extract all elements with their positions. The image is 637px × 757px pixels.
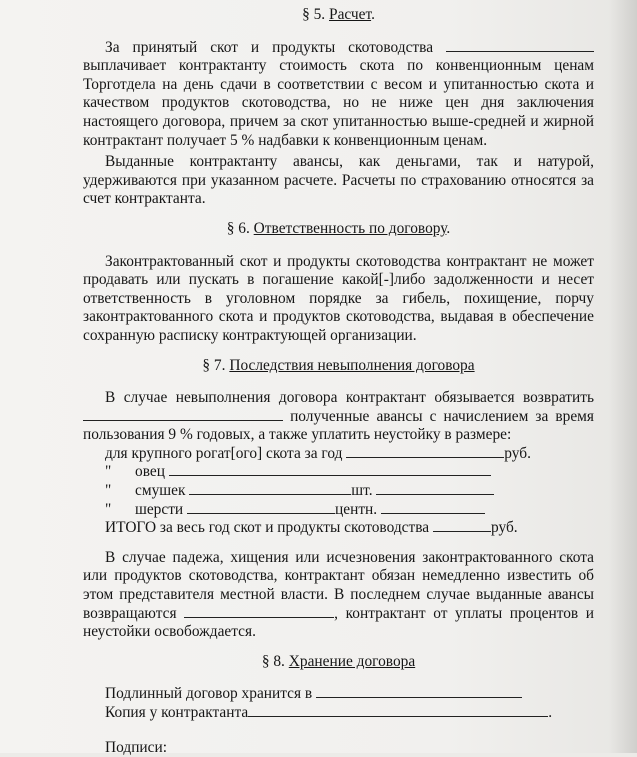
blank-field [187, 501, 335, 514]
total-label: ИТОГО за весь год скот и продукты скотоводства [105, 519, 430, 537]
unit-centn: центн. [335, 500, 378, 518]
blank-field [169, 463, 491, 476]
document-body [83, 6, 594, 757]
blank-field [248, 704, 548, 717]
penalty-row-wool [83, 501, 594, 520]
blank-field [381, 501, 485, 514]
signatures-label: Подписи: [105, 738, 168, 756]
penalty-row-total [83, 519, 594, 538]
section-5-title: Расчет [329, 6, 372, 23]
penalty-row-lambskins [83, 482, 594, 501]
row-label: Подлинный договор хранится в [105, 685, 313, 703]
section-5-number: § 5. [302, 6, 326, 23]
section-6-number: § 6. [226, 219, 250, 237]
section-7-number: § 7. [202, 356, 226, 374]
blank-field [376, 482, 494, 495]
section-5-paragraph-2: Выданные контрактанту авансы, как деньгами, так и натурой, удерживаются при указанном расчете. Расчеты по страхованию относятся за счет контрактанта. [83, 153, 594, 208]
section-6-title: Ответственность по договору [253, 219, 447, 237]
row-label: смушек [135, 482, 186, 500]
section-7-p1-rest: полученные авансы с начислением за время пользования 9 % годовых, а также уплатить неустойку в размере: [83, 407, 594, 444]
unit-rub: руб. [490, 519, 518, 537]
section-8-title: Хранение договора [288, 652, 416, 670]
section-7-title: Последствия невыполнения договора [229, 356, 475, 374]
row-label: Копия у контрактанта [105, 704, 249, 721]
blank-field [446, 39, 594, 52]
section-5-p1-rest: выплачивает контрактанту стоимость скота по конвенционным ценам Торготдела на день сдачи в соответствии с весом и упитанностью скота и качеством продуктов скотоводства, но не ниже цен дня заключения настоящего договора, причем за скот упитанностью выше-средней и жирной контрактант получает 5 % надбавки к конвенционным ценам. [83, 57, 594, 149]
row-label: для крупного рогат[ого] скота за год [105, 444, 343, 462]
blank-field [433, 519, 491, 532]
blank-field [83, 408, 283, 421]
blank-field [184, 605, 334, 618]
section-5-p1-start: За принятый скот и продукты скотоводства [105, 38, 434, 56]
penalty-row-sheep [83, 463, 594, 482]
section-8-heading [83, 653, 594, 672]
section-7-paragraph-1 [83, 389, 594, 445]
section-5-paragraph-1 [83, 39, 594, 151]
section-7-p1-start: В случае невыполнения договора контрактант обязывается возвратить [105, 389, 594, 407]
section-8-number: § 8. [261, 652, 285, 670]
penalty-row-cattle [83, 445, 594, 464]
blank-field [189, 482, 351, 495]
row-label: шерсти [135, 500, 184, 518]
ditto-mark: " [105, 463, 112, 481]
unit-sht: шт. [351, 482, 373, 500]
section-6-heading: § 6. Ответственность по договору. [226, 219, 451, 237]
row-label: овец [135, 463, 165, 481]
unit-rub: руб. [504, 444, 531, 462]
section-7-p2-start: В случае падежа, хищения или исчезновения законтрактованного скота или продуктов скотоводства, контрактант обязан немедленно известить об этом представителя местной власти. В последнем случае выданные авансы возвращаются [83, 548, 594, 622]
ditto-mark: " [105, 482, 112, 500]
section-7-p2-rest: контрактант от уплаты процентов и неустойки освобождается. [83, 604, 595, 641]
storage-line-original [83, 685, 594, 704]
section-7-paragraph-2: В случае падежа, хищения или исчезновения законтрактованного скота или продуктов скотоводства, контрактант обязан немедленно известить об этом представителя местной власти. В последнем случае выданные авансы возвращаются , контрактант от уплаты процентов и неустойки освобождается. [83, 548, 595, 641]
section-6-paragraph-1: Законтрактованный скот и продукты скотоводства контрактант не может продавать или пускать в погашение какой[-]либо задолженности и несет ответственность в уголовном порядке за гибель, похищение, порчу законтрактованного скота и продуктов скотоводства, выдавая в обеспечение сохранную расписку контрактующей организации. [83, 252, 594, 344]
section-7-heading [83, 357, 594, 376]
storage-line-copy: Копия у контрактанта . [105, 704, 553, 721]
blank-field [316, 685, 522, 698]
page-edge-shadow [609, 0, 637, 753]
blank-field [346, 445, 504, 458]
section-5-heading: § 5. Расчет. [302, 6, 375, 23]
ditto-mark: " [105, 500, 112, 518]
